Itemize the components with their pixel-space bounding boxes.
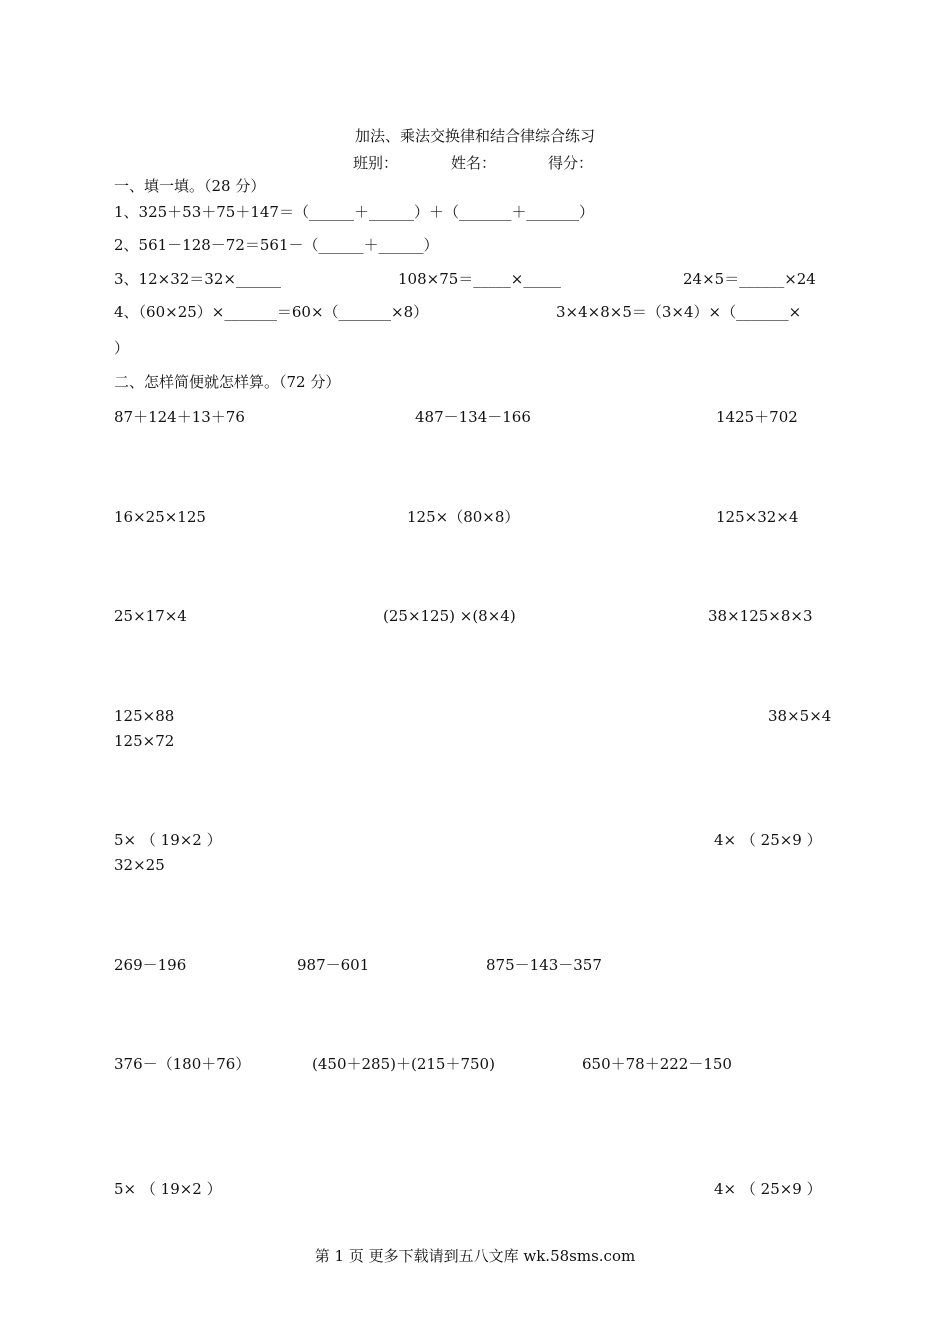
problem: 650＋78＋222－150 bbox=[582, 1055, 732, 1073]
question-4b: 3×4×8×5＝（3×4）×（_______× bbox=[556, 303, 802, 321]
problem: 4× （ 25×9 ） bbox=[714, 1180, 822, 1198]
problem: 38×125×8×3 bbox=[708, 607, 813, 625]
section-1-heading: 一、填一填。（28 分） bbox=[114, 177, 266, 195]
question-4b-end: ） bbox=[114, 339, 130, 357]
page-title: 加法、乘法交换律和结合律综合练习 bbox=[354, 127, 595, 145]
section-2-heading: 二、怎样简便就怎样算。（72 分） bbox=[114, 373, 341, 391]
problem: 125×88 bbox=[114, 707, 175, 725]
problem: 487－134－166 bbox=[415, 408, 531, 426]
problem: 1425＋702 bbox=[716, 408, 798, 426]
question-3c: 24×5＝______×24 bbox=[683, 270, 816, 288]
problem: 125×32×4 bbox=[716, 508, 799, 526]
problem: (450＋285)＋(215＋750) bbox=[312, 1055, 495, 1073]
name-label: 姓名： bbox=[451, 154, 497, 172]
score-label: 得分： bbox=[548, 154, 594, 172]
problem: 5× （ 19×2 ） bbox=[114, 1180, 222, 1198]
problem: 25×17×4 bbox=[114, 607, 187, 625]
problem: 32×25 bbox=[114, 856, 165, 874]
problem: 269－196 bbox=[114, 956, 187, 974]
problem: (25×125) ×(8×4) bbox=[383, 607, 516, 625]
question-3b: 108×75＝_____×_____ bbox=[398, 270, 561, 288]
question-2: 2、561－128－72＝561－（______＋______） bbox=[114, 236, 439, 254]
question-4a: 4、（60×25）×_______＝60×（_______×8） bbox=[114, 303, 429, 321]
problem: 16×25×125 bbox=[114, 508, 206, 526]
problem: 38×5×4 bbox=[768, 707, 832, 725]
problem: 4× （ 25×9 ） bbox=[714, 831, 822, 849]
problem: 125×（80×8） bbox=[407, 508, 520, 526]
class-label: 班别： bbox=[353, 154, 399, 172]
problem: 987－601 bbox=[297, 956, 370, 974]
problem: 376－（180＋76） bbox=[114, 1055, 251, 1073]
problem: 87＋124＋13＋76 bbox=[114, 408, 245, 426]
problem: 125×72 bbox=[114, 732, 175, 750]
question-3a: 3、12×32＝32×______ bbox=[114, 270, 281, 288]
problem: 875－143－357 bbox=[486, 956, 602, 974]
problem: 5× （ 19×2 ） bbox=[114, 831, 222, 849]
page-footer: 第 1 页 更多下载请到五八文库 wk.58sms.com bbox=[314, 1247, 636, 1265]
question-1: 1、325＋53＋75＋147＝（______＋______）＋（_______＋_______） bbox=[114, 203, 594, 221]
